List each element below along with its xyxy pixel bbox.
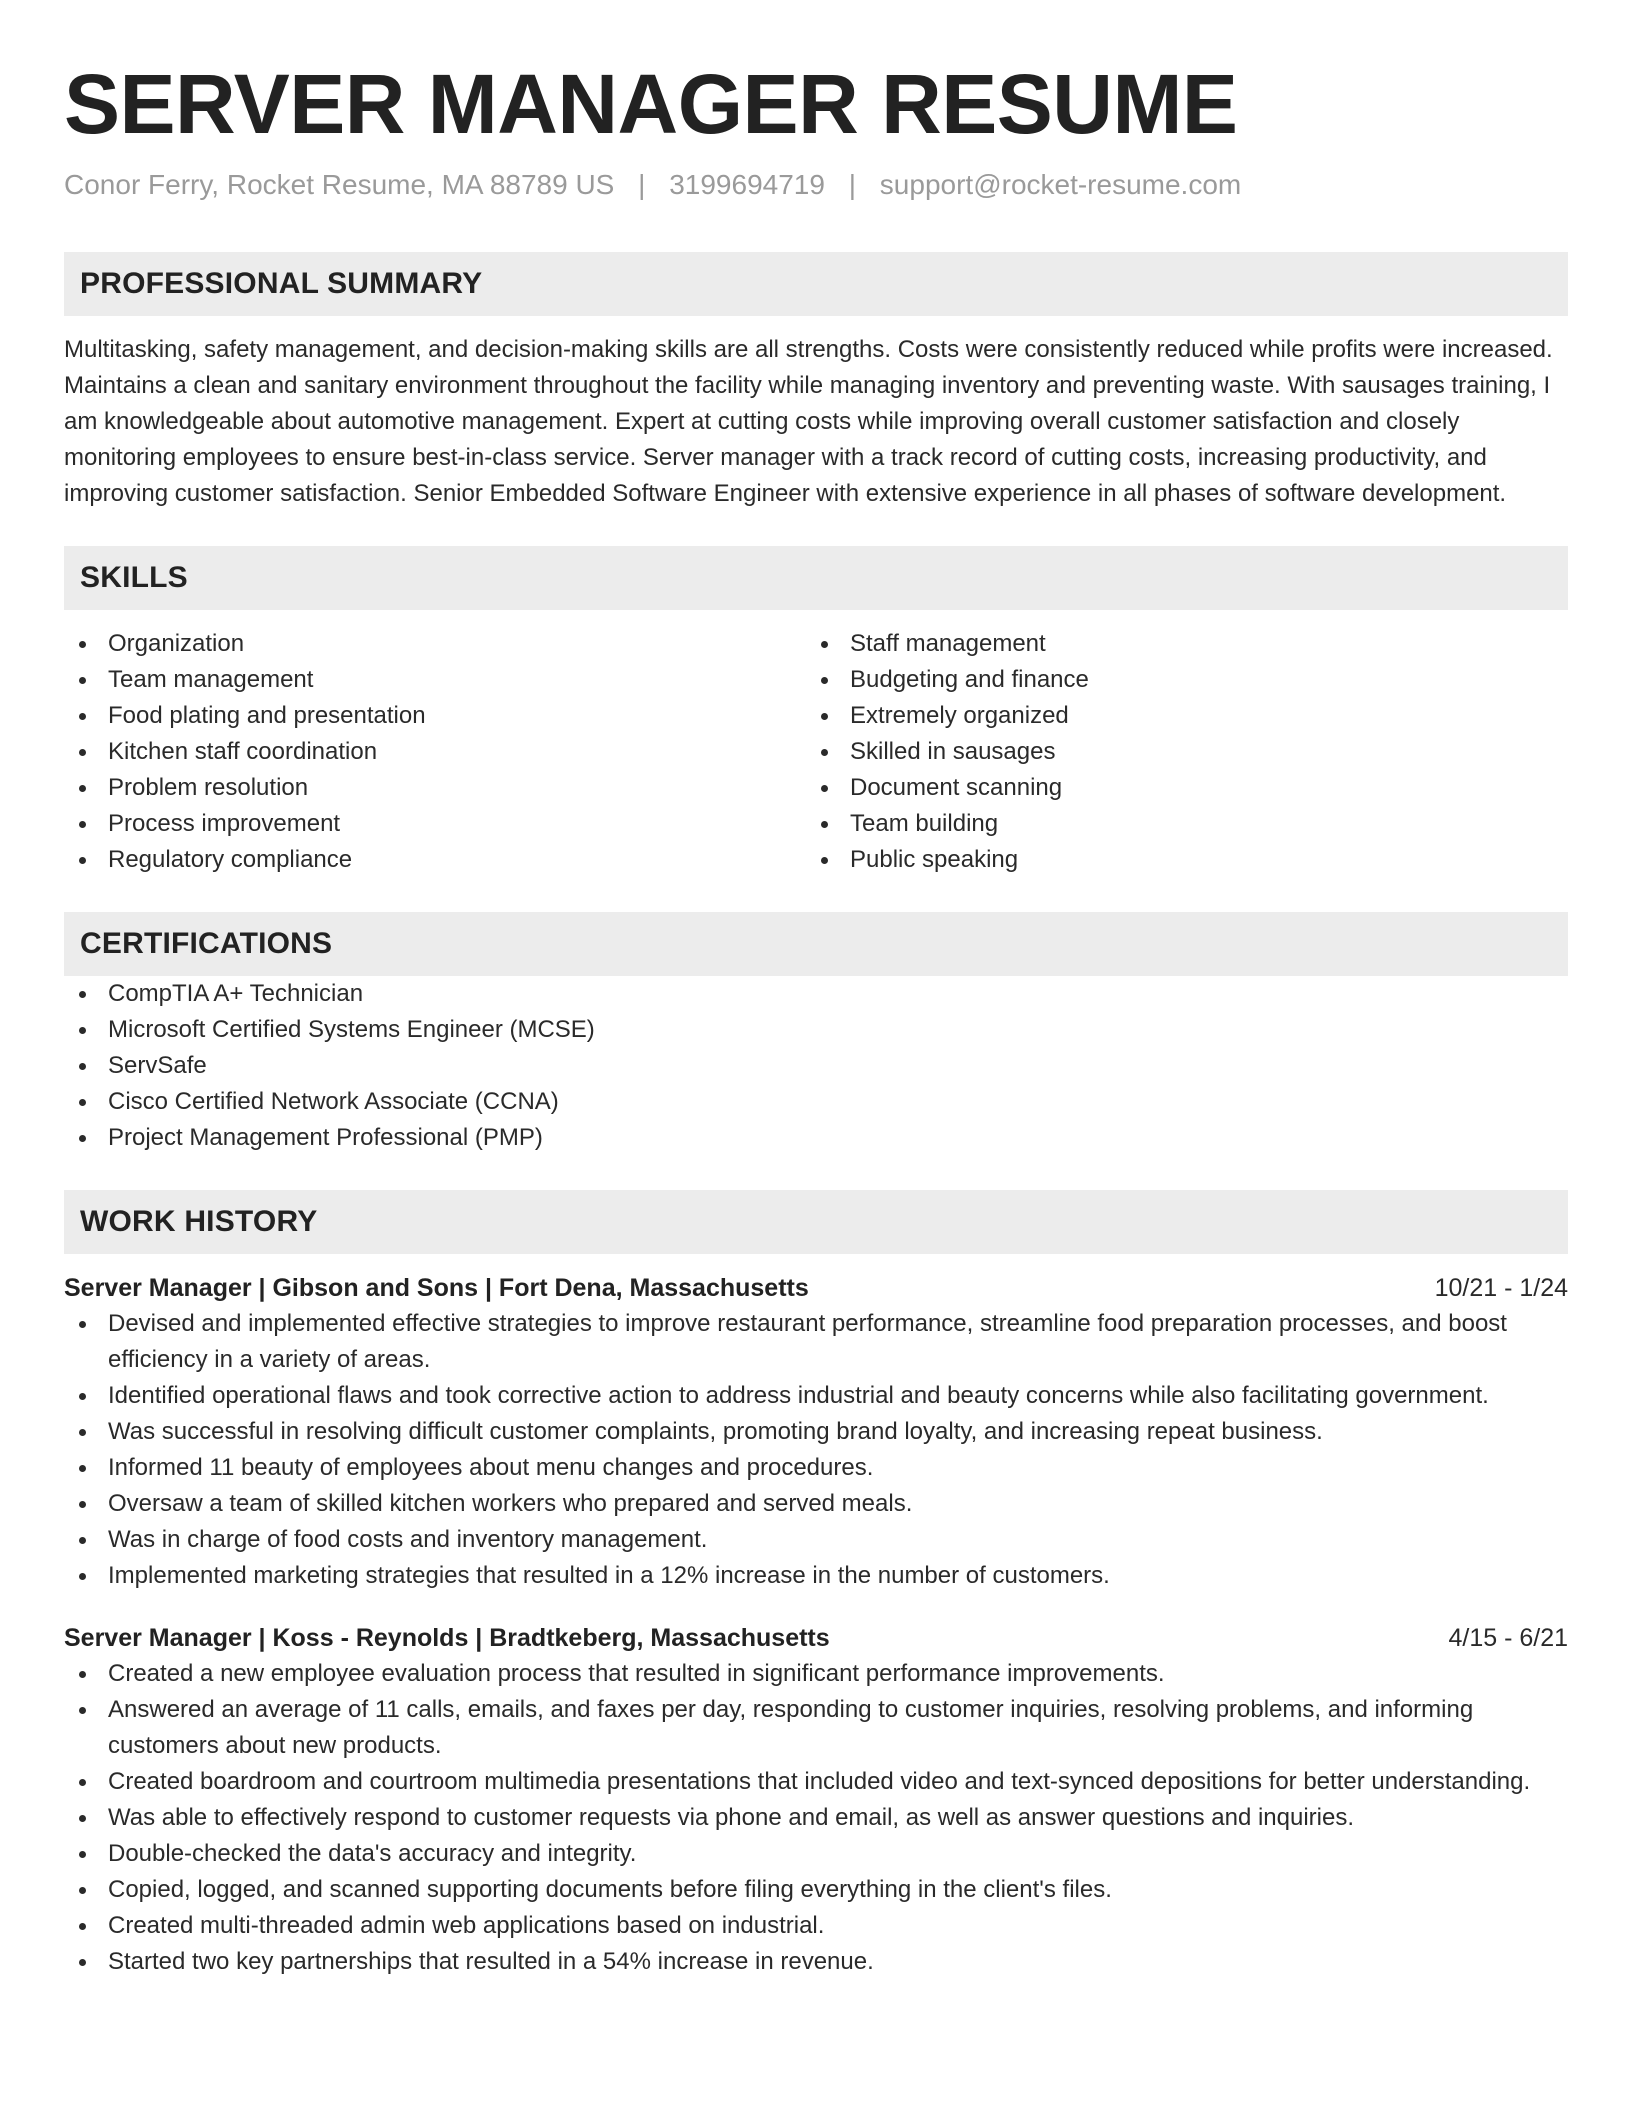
job-bullet: Was in charge of food costs and inventory management.: [64, 1522, 1568, 1558]
skills-column-right: [806, 626, 1548, 878]
skill-item: Food plating and presentation: [64, 698, 806, 734]
skills-heading: SKILLS: [64, 546, 1568, 610]
skill-item: Problem resolution: [64, 770, 806, 806]
skill-item: Staff management: [806, 626, 1548, 662]
skill-item: Extremely organized: [806, 698, 1548, 734]
job-title: Server Manager | Koss - Reynolds | Bradtkeberg, Massachusetts: [64, 1624, 830, 1652]
job-bullets: [64, 1656, 1568, 1980]
job-dates: 4/15 - 6/21: [1448, 1624, 1568, 1652]
certification-item: Project Management Professional (PMP): [64, 1120, 1568, 1156]
contact-line: [64, 168, 1568, 202]
resume-title: SERVER MANAGER RESUME: [64, 57, 1238, 151]
summary-text: Multitasking, safety management, and decision-making skills are all strengths. Costs were consistently reduced while profits were increased. Maintains a clean and sanitary environment throughout the facility while managing inventory and preventing waste. With sausages training, I am knowledgeable about automotive management. Expert at cutting costs while improving overall customer satisfaction and closely monitoring employees to ensure best-in-class service. Server manager with a track record of cutting costs, increasing productivity, and improving customer satisfaction. Senior Embedded Software Engineer with extensive experience in all phases of software development.: [64, 336, 1553, 507]
job-bullets: [64, 1306, 1568, 1594]
summary-heading: PROFESSIONAL SUMMARY: [64, 252, 1568, 316]
skill-item: Team building: [806, 806, 1548, 842]
job-bullet: Informed 11 beauty of employees about menu changes and procedures.: [64, 1450, 1568, 1486]
job-bullet: Was successful in resolving difficult customer complaints, promoting brand loyalty, and increasing repeat business.: [64, 1414, 1568, 1450]
skill-item: Team management: [64, 662, 806, 698]
work-history-heading: WORK HISTORY: [64, 1190, 1568, 1254]
skill-item: Public speaking: [806, 842, 1548, 878]
job-header: [64, 1270, 1568, 1306]
skill-item: Kitchen staff coordination: [64, 734, 806, 770]
contact-email: support@rocket-resume.com: [879, 169, 1242, 200]
contact-separator: |: [638, 169, 646, 200]
job-title: Server Manager | Gibson and Sons | Fort Dena, Massachusetts: [64, 1274, 809, 1302]
contact-address: Conor Ferry, Rocket Resume, MA 88789 US: [64, 169, 615, 200]
job-bullet: Implemented marketing strategies that resulted in a 12% increase in the number of customers.: [64, 1558, 1568, 1594]
skill-item: Skilled in sausages: [806, 734, 1548, 770]
skill-item: Document scanning: [806, 770, 1548, 806]
job-bullet: Double-checked the data's accuracy and integrity.: [64, 1836, 1568, 1872]
certification-item: Cisco Certified Network Associate (CCNA): [64, 1084, 1568, 1120]
job-bullet: Started two key partnerships that resulted in a 54% increase in revenue.: [64, 1944, 1568, 1980]
job-bullet: Identified operational flaws and took corrective action to address industrial and beauty concerns while also facilitating government.: [64, 1378, 1568, 1414]
job-bullet: Was able to effectively respond to customer requests via phone and email, as well as answer questions and inquiries.: [64, 1800, 1568, 1836]
certifications-list: [64, 976, 1568, 1156]
skills-list-left: [64, 626, 806, 878]
certification-item: Microsoft Certified Systems Engineer (MCSE): [64, 1012, 1568, 1048]
job-bullet: Answered an average of 11 calls, emails, and faxes per day, responding to customer inquiries, resolving problems, and informing customers about new products.: [64, 1692, 1568, 1764]
certifications-heading: CERTIFICATIONS: [64, 912, 1568, 976]
contact-separator: |: [848, 169, 857, 200]
job-bullet: Devised and implemented effective strategies to improve restaurant performance, streamline food preparation processes, and boost efficiency in a variety of areas.: [64, 1306, 1568, 1378]
certification-item: CompTIA A+ Technician: [64, 976, 1568, 1012]
job-dates: 10/21 - 1/24: [1434, 1274, 1568, 1302]
job-bullet: Created a new employee evaluation process that resulted in significant performance improvements.: [64, 1656, 1568, 1692]
job-header: [64, 1620, 1568, 1656]
skills-list-right: [806, 626, 1548, 878]
job-bullet: Created boardroom and courtroom multimedia presentations that included video and text-synced depositions for better understanding.: [64, 1764, 1568, 1800]
contact-phone: 3199694719: [669, 169, 825, 200]
skill-item: Organization: [64, 626, 806, 662]
skill-item: Regulatory compliance: [64, 842, 806, 878]
skills-columns: [64, 626, 1568, 878]
skill-item: Process improvement: [64, 806, 806, 842]
skills-column-left: [64, 626, 806, 878]
job-bullet: Copied, logged, and scanned supporting documents before filing everything in the client's files.: [64, 1872, 1568, 1908]
certification-item: ServSafe: [64, 1048, 1568, 1084]
skill-item: Budgeting and finance: [806, 662, 1548, 698]
job-bullet: Oversaw a team of skilled kitchen workers who prepared and served meals.: [64, 1486, 1568, 1522]
job-bullet: Created multi-threaded admin web applications based on industrial.: [64, 1908, 1568, 1944]
